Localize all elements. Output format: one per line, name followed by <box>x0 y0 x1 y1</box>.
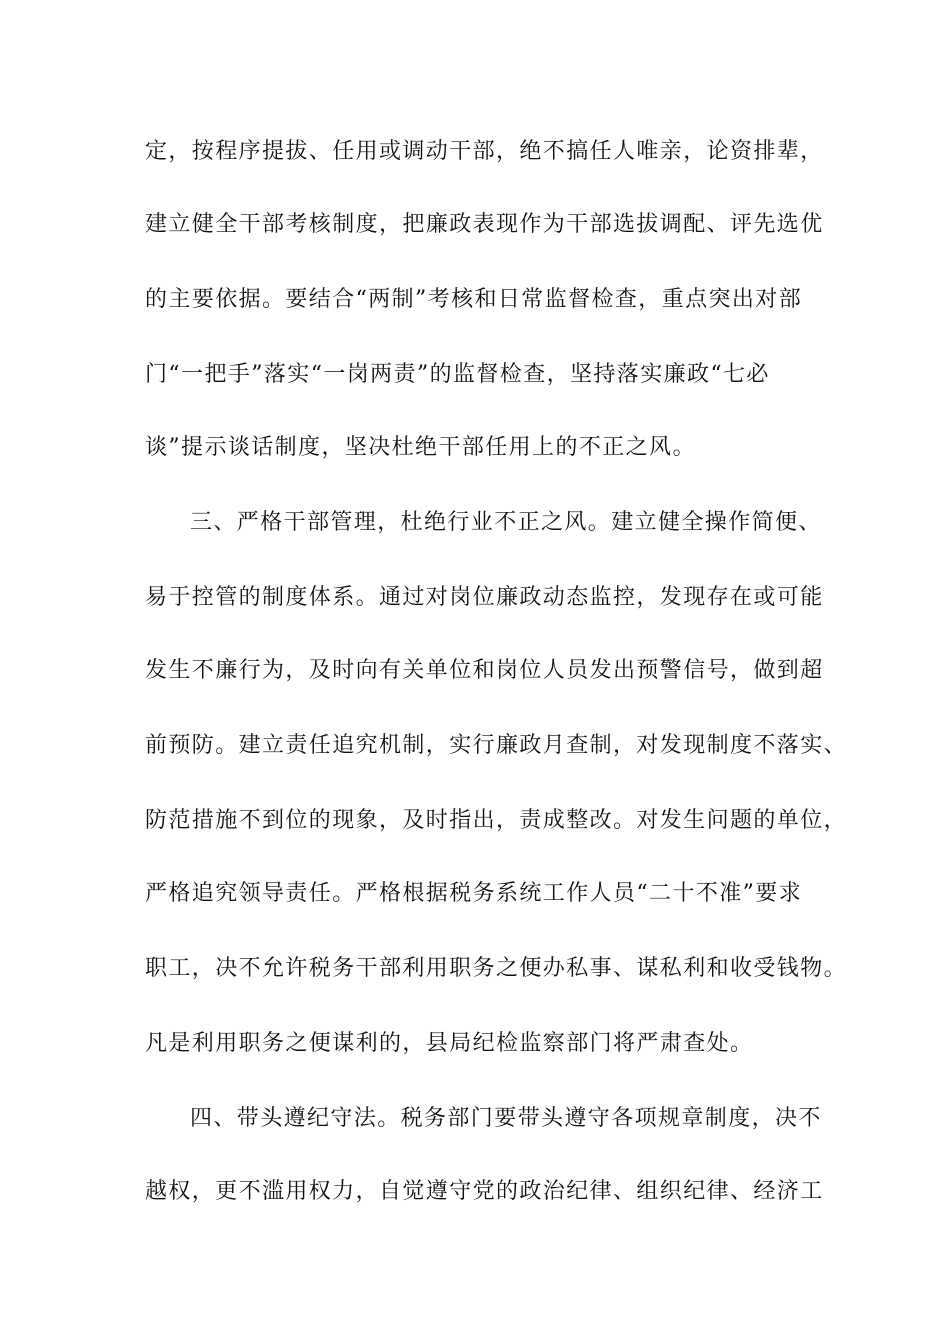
paragraph-line: 越权，更不滥用权力，自觉遵守党的政治纪律、组织纪律、经济工 <box>145 1179 824 1204</box>
paragraph-line: 易于控管的制度体系。通过对岗位廉政动态监控，发现存在或可能 <box>145 585 824 610</box>
paragraph-line: 前预防。建立责任追究机制，实行廉政月查制，对发现制度不落实、 <box>145 733 848 758</box>
paragraph-line: 谈”提示谈话制度，坚决杜绝干部任用上的不正之风。 <box>145 435 696 460</box>
paragraph-line: 发生不廉行为，及时向有关单位和岗位人员发出预警信号，做到超 <box>145 658 824 683</box>
paragraph-line: 的主要依据。要结合“两制”考核和日常监督检查，重点突出对部 <box>145 287 803 312</box>
paragraph-line: 严格追究领导责任。严格根据税务系统工作人员“二十不准”要求 <box>145 881 803 906</box>
paragraph-line: 建立健全干部考核制度，把廉政表现作为干部选拔调配、评先选优 <box>145 212 824 237</box>
section-three-line: 三、严格干部管理，杜绝行业不正之风。建立健全操作简便、 <box>190 510 822 535</box>
paragraph-line: 门“一把手”落实“一岗两责”的监督检查，坚持落实廉政“七必 <box>145 362 770 387</box>
section-four-line: 四、带头遵纪守法。税务部门要带头遵守各项规章制度，决不 <box>190 1106 822 1131</box>
paragraph-line: 职工，决不允许税务干部利用职务之便办私事、谋私利和收受钱物。 <box>145 956 848 981</box>
paragraph-line: 定，按程序提拔、任用或调动干部，绝不搞任人唯亲，论资排辈， <box>145 139 824 164</box>
paragraph-line: 防范措施不到位的现象，及时指出，责成整改。对发生问题的单位， <box>145 808 848 833</box>
paragraph-line: 凡是利用职务之便谋利的，县局纪检监察部门将严肃查处。 <box>145 1031 754 1056</box>
